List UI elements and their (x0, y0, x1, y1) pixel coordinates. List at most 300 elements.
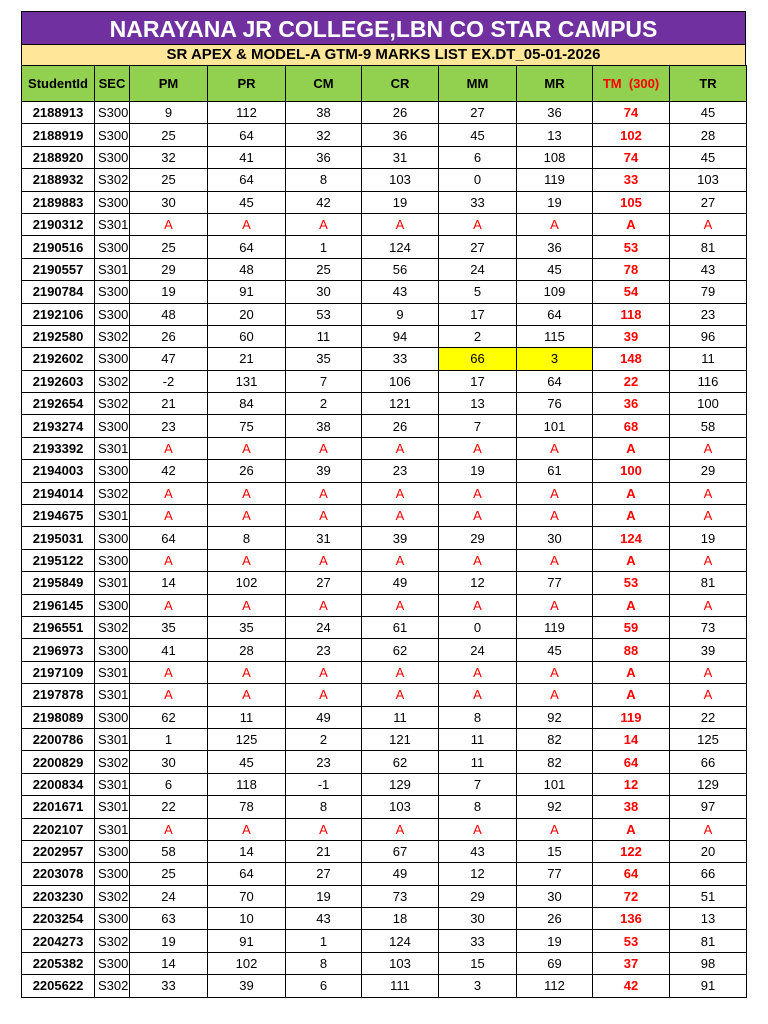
sheet-subtitle: SR APEX & MODEL-A GTM-9 MARKS LIST EX.DT_05-01-2026 (21, 45, 746, 65)
cell-sec: S300 (95, 460, 130, 482)
cell-tm: 14 (593, 728, 670, 750)
cell-cr: 19 (362, 191, 439, 213)
cell-mm: 7 (439, 773, 517, 795)
cell-pm: 9 (130, 102, 208, 124)
cell-studentid: 2198089 (22, 706, 95, 728)
cell-sec: S302 (95, 393, 130, 415)
cell-tr: 66 (670, 751, 747, 773)
cell-sec: S300 (95, 303, 130, 325)
cell-pr: A (208, 661, 286, 683)
cell-sec: S300 (95, 840, 130, 862)
cell-sec: S302 (95, 616, 130, 638)
cell-mm: 24 (439, 639, 517, 661)
cell-cr: 103 (362, 796, 439, 818)
table-row (22, 549, 747, 571)
cell-studentid: 2200834 (22, 773, 95, 795)
cell-cm: A (286, 549, 362, 571)
cell-mr: 82 (517, 751, 593, 773)
cell-mr: 19 (517, 930, 593, 952)
cell-pr: 64 (208, 169, 286, 191)
cell-mr: 15 (517, 840, 593, 862)
cell-cm: A (286, 213, 362, 235)
cell-tm: 102 (593, 124, 670, 146)
cell-studentid: 2195122 (22, 549, 95, 571)
cell-cm: 2 (286, 728, 362, 750)
cell-mr: A (517, 818, 593, 840)
cell-studentid: 2196973 (22, 639, 95, 661)
cell-tr: 81 (670, 930, 747, 952)
cell-mr: A (517, 549, 593, 571)
cell-cr: 124 (362, 236, 439, 258)
table-row (22, 885, 747, 907)
marks-table (21, 65, 747, 998)
cell-studentid: 2194014 (22, 482, 95, 504)
cell-mr: 119 (517, 169, 593, 191)
cell-pr: 45 (208, 191, 286, 213)
cell-pr: 102 (208, 572, 286, 594)
cell-mm: A (439, 549, 517, 571)
cell-sec: S301 (95, 258, 130, 280)
cell-cm: 7 (286, 370, 362, 392)
cell-pm: 41 (130, 639, 208, 661)
cell-mr: 82 (517, 728, 593, 750)
cell-pm: A (130, 549, 208, 571)
cell-mm: 30 (439, 908, 517, 930)
table-row (22, 616, 747, 638)
col-header-mr: MR (517, 66, 593, 102)
cell-pr: 64 (208, 236, 286, 258)
table-row (22, 146, 747, 168)
cell-mm: 13 (439, 393, 517, 415)
cell-tm: 22 (593, 370, 670, 392)
cell-cr: 33 (362, 348, 439, 370)
cell-cm: 6 (286, 975, 362, 997)
cell-tr: 11 (670, 348, 747, 370)
cell-cm: 43 (286, 908, 362, 930)
cell-mm: A (439, 437, 517, 459)
cell-pr: 26 (208, 460, 286, 482)
cell-cm: A (286, 661, 362, 683)
cell-mm: A (439, 213, 517, 235)
table-row (22, 370, 747, 392)
cell-tr: 103 (670, 169, 747, 191)
cell-sec: S300 (95, 348, 130, 370)
cell-sec: S302 (95, 370, 130, 392)
cell-studentid: 2200786 (22, 728, 95, 750)
cell-studentid: 2204273 (22, 930, 95, 952)
cell-tm: 59 (593, 616, 670, 638)
cell-sec: S300 (95, 952, 130, 974)
cell-sec: S300 (95, 191, 130, 213)
table-row (22, 796, 747, 818)
cell-tm: 124 (593, 527, 670, 549)
cell-sec: S300 (95, 102, 130, 124)
cell-pm: 24 (130, 885, 208, 907)
cell-tr: 81 (670, 572, 747, 594)
table-row (22, 415, 747, 437)
cell-mr: 26 (517, 908, 593, 930)
cell-pm: 25 (130, 863, 208, 885)
cell-sec: S300 (95, 908, 130, 930)
table-row (22, 930, 747, 952)
cell-mr: 108 (517, 146, 593, 168)
cell-mr: 119 (517, 616, 593, 638)
table-row (22, 863, 747, 885)
cell-tr: A (670, 437, 747, 459)
cell-cr: 39 (362, 527, 439, 549)
cell-studentid: 2192654 (22, 393, 95, 415)
cell-sec: S300 (95, 594, 130, 616)
cell-sec: S302 (95, 930, 130, 952)
cell-pm: 6 (130, 773, 208, 795)
cell-pm: A (130, 505, 208, 527)
cell-pr: 78 (208, 796, 286, 818)
cell-studentid: 2190516 (22, 236, 95, 258)
cell-pm: A (130, 594, 208, 616)
cell-tm: 148 (593, 348, 670, 370)
cell-pr: 45 (208, 751, 286, 773)
table-row (22, 191, 747, 213)
table-row (22, 213, 747, 235)
cell-pr: A (208, 505, 286, 527)
table-row (22, 975, 747, 997)
cell-pr: 20 (208, 303, 286, 325)
cell-tr: 66 (670, 863, 747, 885)
cell-cm: 1 (286, 236, 362, 258)
cell-cm: 31 (286, 527, 362, 549)
cell-pr: 84 (208, 393, 286, 415)
cell-mr: A (517, 661, 593, 683)
cell-cr: 56 (362, 258, 439, 280)
cell-pr: 102 (208, 952, 286, 974)
cell-tm: 68 (593, 415, 670, 437)
marks-sheet (21, 11, 746, 998)
table-row (22, 952, 747, 974)
cell-sec: S302 (95, 482, 130, 504)
cell-tr: 23 (670, 303, 747, 325)
cell-cm: 38 (286, 102, 362, 124)
table-row (22, 639, 747, 661)
cell-pm: 58 (130, 840, 208, 862)
table-row (22, 258, 747, 280)
cell-mr: 30 (517, 527, 593, 549)
cell-cm: 8 (286, 952, 362, 974)
cell-mr: 92 (517, 706, 593, 728)
cell-cm: 49 (286, 706, 362, 728)
cell-tr: 81 (670, 236, 747, 258)
cell-mm: A (439, 684, 517, 706)
cell-tm: A (593, 437, 670, 459)
cell-pm: 25 (130, 236, 208, 258)
cell-tr: 28 (670, 124, 747, 146)
cell-studentid: 2203078 (22, 863, 95, 885)
cell-tm: 36 (593, 393, 670, 415)
cell-cr: A (362, 818, 439, 840)
cell-sec: S301 (95, 773, 130, 795)
cell-cm: 38 (286, 415, 362, 437)
cell-cm: 23 (286, 751, 362, 773)
cell-tm: 72 (593, 885, 670, 907)
cell-mr: A (517, 437, 593, 459)
cell-sec: S302 (95, 975, 130, 997)
cell-cm: A (286, 437, 362, 459)
cell-tr: 27 (670, 191, 747, 213)
cell-pm: 62 (130, 706, 208, 728)
cell-mr: 13 (517, 124, 593, 146)
table-row (22, 908, 747, 930)
cell-mr: 76 (517, 393, 593, 415)
cell-tr: 129 (670, 773, 747, 795)
table-row (22, 102, 747, 124)
cell-studentid: 2193274 (22, 415, 95, 437)
cell-sec: S300 (95, 706, 130, 728)
cell-tr: 73 (670, 616, 747, 638)
cell-tr: A (670, 482, 747, 504)
cell-studentid: 2188920 (22, 146, 95, 168)
cell-studentid: 2193392 (22, 437, 95, 459)
cell-pr: 21 (208, 348, 286, 370)
table-row (22, 572, 747, 594)
cell-pm: A (130, 482, 208, 504)
cell-pr: 39 (208, 975, 286, 997)
cell-mr: 112 (517, 975, 593, 997)
cell-tm: 39 (593, 325, 670, 347)
cell-tr: A (670, 505, 747, 527)
cell-tm: 118 (593, 303, 670, 325)
cell-pm: A (130, 661, 208, 683)
cell-mr: 77 (517, 572, 593, 594)
cell-cr: 121 (362, 393, 439, 415)
cell-studentid: 2202107 (22, 818, 95, 840)
cell-sec: S302 (95, 751, 130, 773)
cell-tm: 136 (593, 908, 670, 930)
cell-cm: 24 (286, 616, 362, 638)
cell-cm: 21 (286, 840, 362, 862)
cell-pr: 41 (208, 146, 286, 168)
cell-sec: S300 (95, 236, 130, 258)
cell-pm: A (130, 818, 208, 840)
cell-mr: A (517, 213, 593, 235)
table-row (22, 840, 747, 862)
cell-cm: 25 (286, 258, 362, 280)
cell-studentid: 2196551 (22, 616, 95, 638)
cell-tm: 42 (593, 975, 670, 997)
cell-tr: 79 (670, 281, 747, 303)
cell-sec: S302 (95, 885, 130, 907)
cell-studentid: 2203254 (22, 908, 95, 930)
cell-cr: A (362, 594, 439, 616)
cell-pr: A (208, 684, 286, 706)
cell-pr: 70 (208, 885, 286, 907)
cell-tr: A (670, 549, 747, 571)
cell-cr: 94 (362, 325, 439, 347)
cell-pm: 29 (130, 258, 208, 280)
cell-pm: 30 (130, 751, 208, 773)
cell-mm: 29 (439, 527, 517, 549)
cell-studentid: 2197878 (22, 684, 95, 706)
cell-pr: 64 (208, 863, 286, 885)
cell-sec: S300 (95, 124, 130, 146)
header-row (22, 66, 747, 102)
cell-pm: A (130, 684, 208, 706)
cell-mr: 61 (517, 460, 593, 482)
cell-pr: 60 (208, 325, 286, 347)
cell-cr: 61 (362, 616, 439, 638)
cell-mr: 45 (517, 258, 593, 280)
cell-pr: 125 (208, 728, 286, 750)
cell-cr: 62 (362, 639, 439, 661)
cell-pm: -2 (130, 370, 208, 392)
cell-pm: 33 (130, 975, 208, 997)
cell-mr: A (517, 505, 593, 527)
cell-mr: 115 (517, 325, 593, 347)
cell-mm: 27 (439, 102, 517, 124)
cell-pm: 25 (130, 124, 208, 146)
cell-studentid: 2195031 (22, 527, 95, 549)
cell-studentid: 2201671 (22, 796, 95, 818)
cell-pr: 112 (208, 102, 286, 124)
cell-tm: 64 (593, 751, 670, 773)
cell-tm: A (593, 213, 670, 235)
cell-cm: 35 (286, 348, 362, 370)
cell-cr: 18 (362, 908, 439, 930)
cell-pm: 64 (130, 527, 208, 549)
col-header-cr: CR (362, 66, 439, 102)
cell-tm: 64 (593, 863, 670, 885)
cell-sec: S301 (95, 818, 130, 840)
cell-pm: 26 (130, 325, 208, 347)
cell-tm: 33 (593, 169, 670, 191)
cell-cm: 42 (286, 191, 362, 213)
cell-studentid: 2197109 (22, 661, 95, 683)
cell-mm: 7 (439, 415, 517, 437)
cell-studentid: 2195849 (22, 572, 95, 594)
cell-cr: 73 (362, 885, 439, 907)
cell-pm: 1 (130, 728, 208, 750)
cell-studentid: 2194003 (22, 460, 95, 482)
cell-mm: 11 (439, 728, 517, 750)
cell-pm: 21 (130, 393, 208, 415)
cell-cm: 27 (286, 572, 362, 594)
table-row (22, 661, 747, 683)
cell-studentid: 2203230 (22, 885, 95, 907)
cell-mr: A (517, 684, 593, 706)
cell-mm: 8 (439, 796, 517, 818)
table-row (22, 393, 747, 415)
cell-cr: 103 (362, 952, 439, 974)
cell-sec: S300 (95, 549, 130, 571)
col-header-sec: SEC (95, 66, 130, 102)
cell-pm: 19 (130, 281, 208, 303)
cell-cr: A (362, 505, 439, 527)
cell-mm: 15 (439, 952, 517, 974)
cell-tr: 19 (670, 527, 747, 549)
cell-cm: -1 (286, 773, 362, 795)
cell-tr: 43 (670, 258, 747, 280)
cell-tm: 78 (593, 258, 670, 280)
cell-studentid: 2202957 (22, 840, 95, 862)
cell-pm: 19 (130, 930, 208, 952)
cell-mm: 17 (439, 303, 517, 325)
cell-cr: 111 (362, 975, 439, 997)
cell-mr: 30 (517, 885, 593, 907)
cell-mr: 101 (517, 415, 593, 437)
cell-mr: 109 (517, 281, 593, 303)
table-row (22, 594, 747, 616)
cell-pr: 75 (208, 415, 286, 437)
table-row (22, 751, 747, 773)
cell-cr: 124 (362, 930, 439, 952)
table-row (22, 348, 747, 370)
cell-pm: 14 (130, 952, 208, 974)
cell-cr: 43 (362, 281, 439, 303)
cell-pm: 47 (130, 348, 208, 370)
cell-pm: 42 (130, 460, 208, 482)
cell-tr: 98 (670, 952, 747, 974)
cell-tm: 105 (593, 191, 670, 213)
cell-cr: A (362, 684, 439, 706)
cell-cr: A (362, 213, 439, 235)
cell-pm: 23 (130, 415, 208, 437)
cell-sec: S301 (95, 661, 130, 683)
cell-cm: 39 (286, 460, 362, 482)
cell-mm: 33 (439, 191, 517, 213)
cell-pm: A (130, 213, 208, 235)
cell-tr: 39 (670, 639, 747, 661)
cell-mm: 12 (439, 863, 517, 885)
cell-sec: S300 (95, 281, 130, 303)
table-row (22, 706, 747, 728)
cell-studentid: 2192602 (22, 348, 95, 370)
cell-tm: 53 (593, 930, 670, 952)
cell-cr: 121 (362, 728, 439, 750)
cell-cm: A (286, 684, 362, 706)
cell-pr: 64 (208, 124, 286, 146)
cell-sec: S301 (95, 728, 130, 750)
cell-tm: A (593, 594, 670, 616)
cell-studentid: 2200829 (22, 751, 95, 773)
cell-cm: 36 (286, 146, 362, 168)
cell-cm: 1 (286, 930, 362, 952)
cell-sec: S300 (95, 146, 130, 168)
cell-mm: A (439, 661, 517, 683)
cell-sec: S300 (95, 863, 130, 885)
table-row (22, 527, 747, 549)
cell-pr: 14 (208, 840, 286, 862)
table-row (22, 773, 747, 795)
cell-sec: S300 (95, 415, 130, 437)
cell-tm: 100 (593, 460, 670, 482)
cell-tr: A (670, 661, 747, 683)
table-row (22, 818, 747, 840)
cell-pr: 91 (208, 281, 286, 303)
cell-pm: 22 (130, 796, 208, 818)
cell-mm: 2 (439, 325, 517, 347)
table-row (22, 437, 747, 459)
cell-cm: 27 (286, 863, 362, 885)
table-row (22, 169, 747, 191)
cell-sec: S301 (95, 437, 130, 459)
cell-cr: 26 (362, 102, 439, 124)
cell-sec: S301 (95, 505, 130, 527)
cell-pm: 25 (130, 169, 208, 191)
cell-tr: 116 (670, 370, 747, 392)
cell-cm: 30 (286, 281, 362, 303)
cell-mr: 19 (517, 191, 593, 213)
cell-tr: 29 (670, 460, 747, 482)
cell-cm: A (286, 482, 362, 504)
cell-cm: 19 (286, 885, 362, 907)
